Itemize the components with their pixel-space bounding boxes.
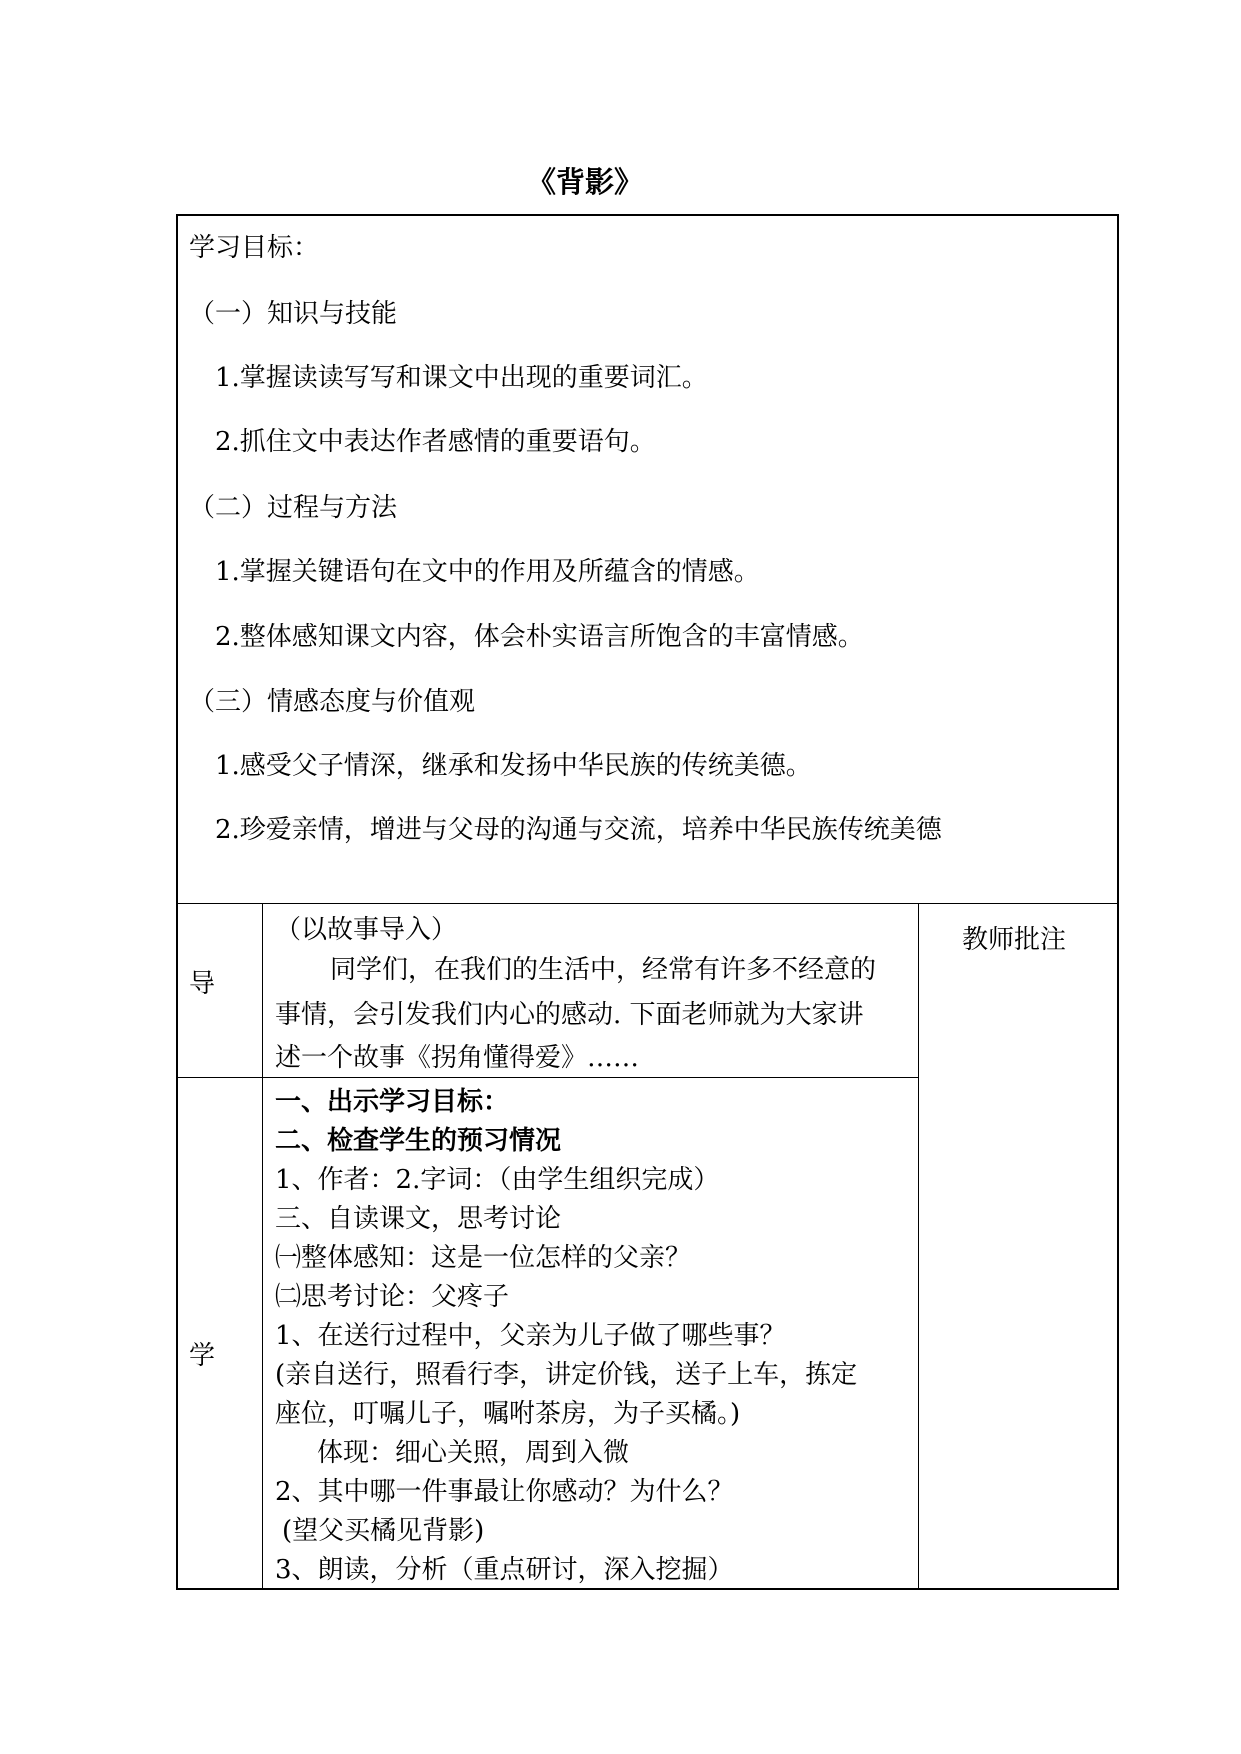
guide-line: 同学们，在我们的生活中，经常有许多不经意的 bbox=[330, 955, 877, 985]
notes-column-divider bbox=[918, 903, 919, 1589]
guide-label: 导 bbox=[189, 969, 216, 999]
study-line: 1、作者：2.字词：（由学生组织完成） bbox=[275, 1165, 720, 1195]
objectives-section-heading: （一）知识与技能 bbox=[189, 299, 398, 329]
study-line: 3、朗读，分析（重点研讨，深入挖掘） bbox=[275, 1555, 734, 1585]
study-line: ㈡思考讨论：父疼子 bbox=[275, 1282, 510, 1312]
study-line: (亲自送行，照看行李，讲定价钱，送子上车，拣定 bbox=[275, 1360, 858, 1390]
objective-item: 2.抓住文中表达作者感情的重要语句。 bbox=[215, 427, 656, 457]
guide-line: 述一个故事《拐角懂得爱》…… bbox=[275, 1043, 640, 1073]
study-heading: 一、出示学习目标： bbox=[275, 1087, 510, 1117]
objective-item: 2.整体感知课文内容，体会朴实语言所饱含的丰富情感。 bbox=[215, 622, 864, 652]
objectives-section-heading: （二）过程与方法 bbox=[189, 493, 398, 523]
guide-line: （以故事导入） bbox=[275, 915, 458, 945]
objectives-heading: 学习目标： bbox=[189, 233, 320, 263]
objective-item: 1.掌握读读写写和课文中出现的重要词汇。 bbox=[215, 363, 708, 393]
study-line: (望父买橘见背影) bbox=[282, 1516, 485, 1546]
row-divider-objectives bbox=[176, 903, 1119, 904]
study-line: 体现：细心关照，周到入微 bbox=[317, 1438, 630, 1468]
study-line: 座位，叮嘱儿子，嘱咐茶房，为子买橘。) bbox=[275, 1399, 741, 1429]
study-line: 三、自读课文，思考讨论 bbox=[275, 1204, 562, 1234]
study-line: ㈠整体感知：这是一位怎样的父亲？ bbox=[275, 1243, 692, 1273]
objectives-section-heading: （三）情感态度与价值观 bbox=[189, 687, 476, 717]
guide-line: 事情，会引发我们内心的感动. 下面老师就为大家讲 bbox=[275, 1000, 864, 1030]
label-column-divider bbox=[262, 903, 263, 1589]
objective-item: 1.感受父子情深，继承和发扬中华民族的传统美德。 bbox=[215, 751, 812, 781]
objective-item: 1.掌握关键语句在文中的作用及所蕴含的情感。 bbox=[215, 557, 760, 587]
study-line: 2、其中哪一件事最让你感动？为什么？ bbox=[275, 1477, 734, 1507]
study-line: 1、在送行过程中，父亲为儿子做了哪些事？ bbox=[275, 1321, 786, 1351]
objective-item: 2.珍爱亲情，增进与父母的沟通与交流，培养中华民族传统美德 bbox=[215, 815, 942, 845]
study-label: 学 bbox=[189, 1341, 216, 1371]
teacher-notes-label: 教师批注 bbox=[962, 925, 1067, 955]
page-title: 《背影》 bbox=[526, 165, 643, 199]
study-heading: 二、检查学生的预习情况 bbox=[275, 1126, 562, 1156]
